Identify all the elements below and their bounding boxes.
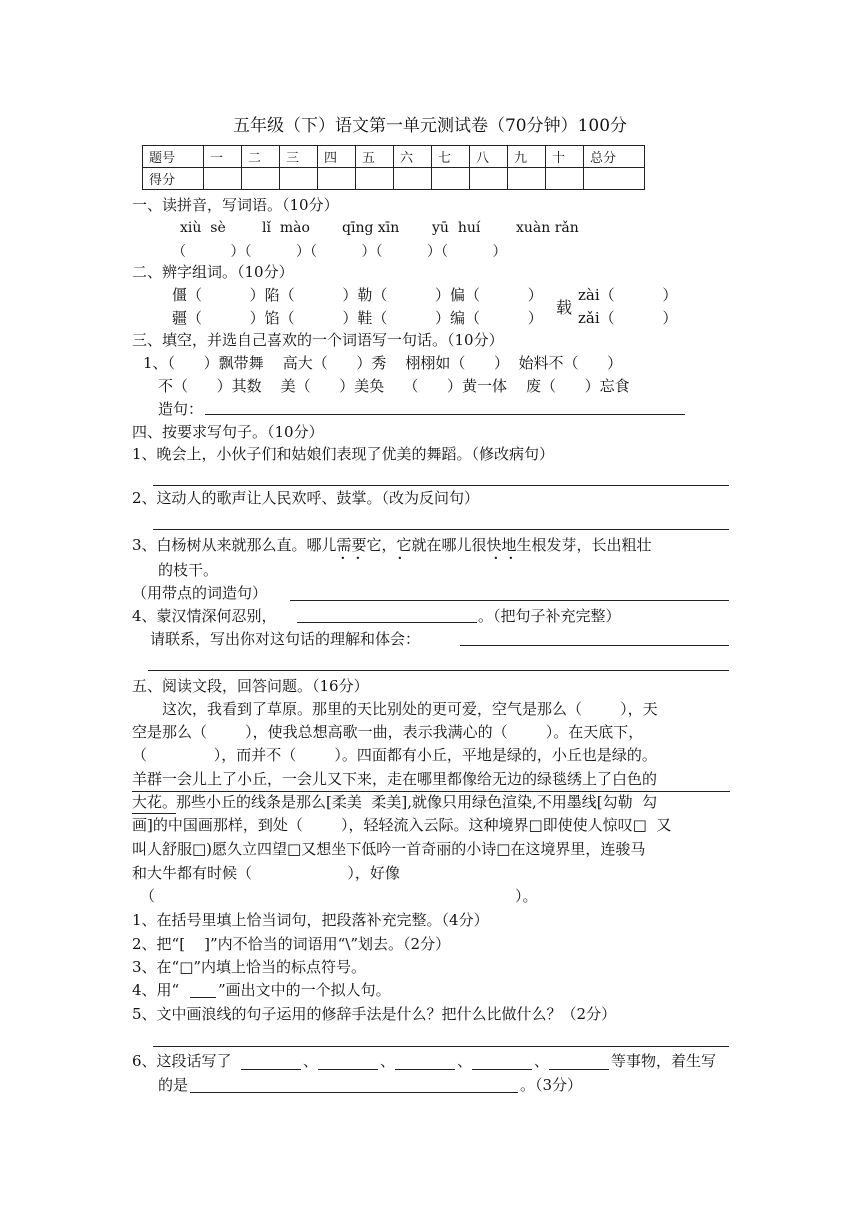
zaoju-label: 造句：	[158, 400, 204, 418]
passage-line-9b: ）。	[515, 887, 538, 905]
question-4-2: 2、这动人的歌声让人民欢呼、鼓掌。（改为反问句）	[132, 489, 480, 507]
score-input-cell[interactable]	[394, 168, 432, 190]
answer-line[interactable]	[148, 670, 729, 671]
score-input-cell[interactable]	[508, 168, 546, 190]
answer-line[interactable]	[153, 1046, 729, 1047]
score-input-cell[interactable]	[584, 168, 645, 190]
table-cell: 八	[470, 146, 508, 168]
answer-line[interactable]	[297, 622, 477, 623]
question-4-3-line2: 的枝干。	[158, 561, 219, 579]
question-4-4-c: 请联系，写出你对这句话的理解和体会：	[150, 630, 421, 648]
passage-line-1: 这次，我看到了草原。那里的天比别处的更可爱，空气是那么（ ），天	[162, 700, 658, 718]
table-cell: 三	[280, 146, 318, 168]
table-cell: 一	[204, 146, 242, 168]
question-5-2: 2、把“[ ]”内不恰当的词语用“\”划去。（2分）	[132, 935, 451, 953]
pinyin-4: yū huí	[432, 220, 481, 236]
question-5-3: 3、在“□”内填上恰当的标点符号。	[132, 958, 367, 976]
page-title: 五年级（下）语文第一单元测试卷（70分钟）100分	[232, 116, 628, 136]
question-4-4-b: 。（把句子补充完整）	[478, 607, 621, 625]
section-5-heading: 五、阅读文段，回答问题。（16分）	[132, 677, 369, 695]
answer-line[interactable]	[290, 600, 729, 601]
answer-line[interactable]	[460, 645, 729, 646]
emphasis-dot: ·	[397, 548, 403, 569]
underline-sample	[190, 997, 216, 998]
pinyin-5: xuàn rǎn	[516, 220, 579, 236]
question-4-1: 1、晚会上，小伙子们和姑娘们表现了优美的舞蹈。（修改病句）	[132, 445, 555, 463]
table-cell: 七	[432, 146, 470, 168]
question-5-1: 1、在括号里填上恰当词句，把段落补充完整。（4分）	[132, 911, 489, 929]
question-5-5: 5、文中画浪线的句子运用的修辞手法是什么？把什么比做什么？（2分）	[132, 1005, 617, 1023]
table-cell: 十	[546, 146, 584, 168]
passage-line-9a[interactable]: （	[140, 887, 156, 905]
score-input-cell[interactable]	[546, 168, 584, 190]
table-cell: 得分	[143, 168, 204, 190]
passage-line-5a: 大花。	[132, 793, 178, 811]
score-table-header-row	[143, 146, 645, 168]
emphasis-dot: ·	[355, 548, 361, 569]
answer-blank[interactable]	[549, 1069, 609, 1070]
passage-line-2: 空是那么（ ），使我总想高歌一曲，表示我满心的（ ）。在天底下，	[132, 723, 644, 741]
passage-line-6: 画]的中国画那样，到处（ ），轻轻流入云际。这种境界□即使使人惊叹□ 又	[132, 816, 672, 834]
question-4-3-line1: 3、白杨树从来就那么直。哪儿需要它，它就在哪儿很快地生根发芽，长出粗壮	[132, 536, 652, 554]
answer-line[interactable]	[205, 414, 685, 415]
zai-char: 载	[556, 298, 573, 317]
emphasis-dot: ·	[508, 548, 514, 569]
wavy-underline	[132, 791, 730, 792]
char-group-row-1[interactable]: 僵（ ）陷（ ）勒（ ）偏（ ）	[172, 286, 543, 304]
emphasis-dot: ·	[493, 548, 499, 569]
passage-line-5b: 那些小丘的线条是那么[柔美 柔美],就像只用绿色渲染,不用墨线[勾勒 勾	[176, 793, 658, 811]
score-input-cell[interactable]	[242, 168, 280, 190]
answer-line[interactable]	[153, 485, 729, 486]
score-table	[142, 145, 645, 190]
passage-line-4: 羊群一会儿上了小丘，一会儿又下来，走在哪里都像给无边的绿毯绣上了白色的	[132, 770, 658, 788]
table-cell: 五	[356, 146, 394, 168]
idiom-line-2[interactable]: 不（ ）其数 美（ ）美奂 （ ）黄一体 废（ ）忘食	[158, 377, 630, 395]
wavy-underline	[132, 813, 176, 814]
question-5-6d: 。（3分）	[520, 1076, 583, 1094]
table-cell: 题号	[143, 146, 204, 168]
separator: 、	[534, 1052, 550, 1070]
answer-blank[interactable]	[472, 1069, 532, 1070]
passage-line-3: （ ），而并不（ ）。四面都有小丘，平地是绿的，小丘也是绿的。	[132, 746, 657, 764]
answer-blank[interactable]	[395, 1069, 455, 1070]
section-4-heading: 四、按要求写句子。（10分）	[132, 423, 324, 441]
table-cell: 九	[508, 146, 546, 168]
score-input-cell[interactable]	[470, 168, 508, 190]
emphasis-dot: ·	[340, 548, 346, 569]
answer-blank[interactable]	[241, 1069, 301, 1070]
section-1-heading: 一、读拼音，写词语。（10分）	[132, 196, 339, 214]
passage-line-7: 叫人舒服□)愿久立四望□又想坐下低吟一首奇丽的小诗□在这境界里，连骏马	[132, 840, 646, 858]
answer-brackets-row[interactable]: （ ）（ ）（ ）（ ）（ ）	[172, 244, 507, 260]
question-5-6a: 6、这段话写了	[132, 1052, 232, 1070]
question-5-6b: 等事物，着生写	[611, 1052, 717, 1070]
question-5-4b: ”画出文中的一个拟人句。	[218, 981, 391, 999]
pinyin-1: xiù sè	[180, 220, 226, 236]
zai-pinyin-1[interactable]: zài（ ）	[578, 286, 678, 304]
separator: 、	[380, 1052, 396, 1070]
pinyin-2: lǐ mào	[262, 220, 310, 236]
score-input-cell[interactable]	[432, 168, 470, 190]
question-4-3-instruction: （用带点的词造句）	[132, 584, 268, 602]
passage-line-8: 和大牛都有时候（ ），好像	[132, 864, 400, 882]
score-table-score-row	[143, 168, 645, 190]
question-4-4-a: 4、蒙汉情深何忍别，	[132, 607, 277, 625]
section-3-heading: 三、填空，并选自己喜欢的一个词语写一句话。（10分）	[132, 331, 504, 349]
answer-line[interactable]	[153, 529, 729, 530]
table-cell: 六	[394, 146, 432, 168]
char-group-row-2[interactable]: 疆（ ）馅（ ）鞋（ ）编（ ）	[172, 309, 543, 327]
table-cell: 总分	[584, 146, 645, 168]
section-2-heading: 二、辨字组词。（10分）	[132, 263, 294, 281]
pinyin-3: qīng xīn	[342, 220, 400, 236]
table-cell: 四	[318, 146, 356, 168]
question-5-6c: 的是	[158, 1076, 189, 1094]
score-input-cell[interactable]	[280, 168, 318, 190]
score-input-cell[interactable]	[356, 168, 394, 190]
separator: 、	[457, 1052, 473, 1070]
score-input-cell[interactable]	[318, 168, 356, 190]
score-input-cell[interactable]	[204, 168, 242, 190]
answer-blank[interactable]	[318, 1069, 378, 1070]
idiom-line-1[interactable]: 1、（ ）飘带舞 高大（ ）秀 栩栩如（ ） 始料不（ ）	[143, 354, 623, 372]
table-cell: 二	[242, 146, 280, 168]
zai-pinyin-2[interactable]: zǎi（ ）	[578, 309, 678, 327]
answer-blank[interactable]	[190, 1092, 518, 1093]
question-5-4a: 4、用“	[132, 981, 180, 999]
separator: 、	[303, 1052, 319, 1070]
